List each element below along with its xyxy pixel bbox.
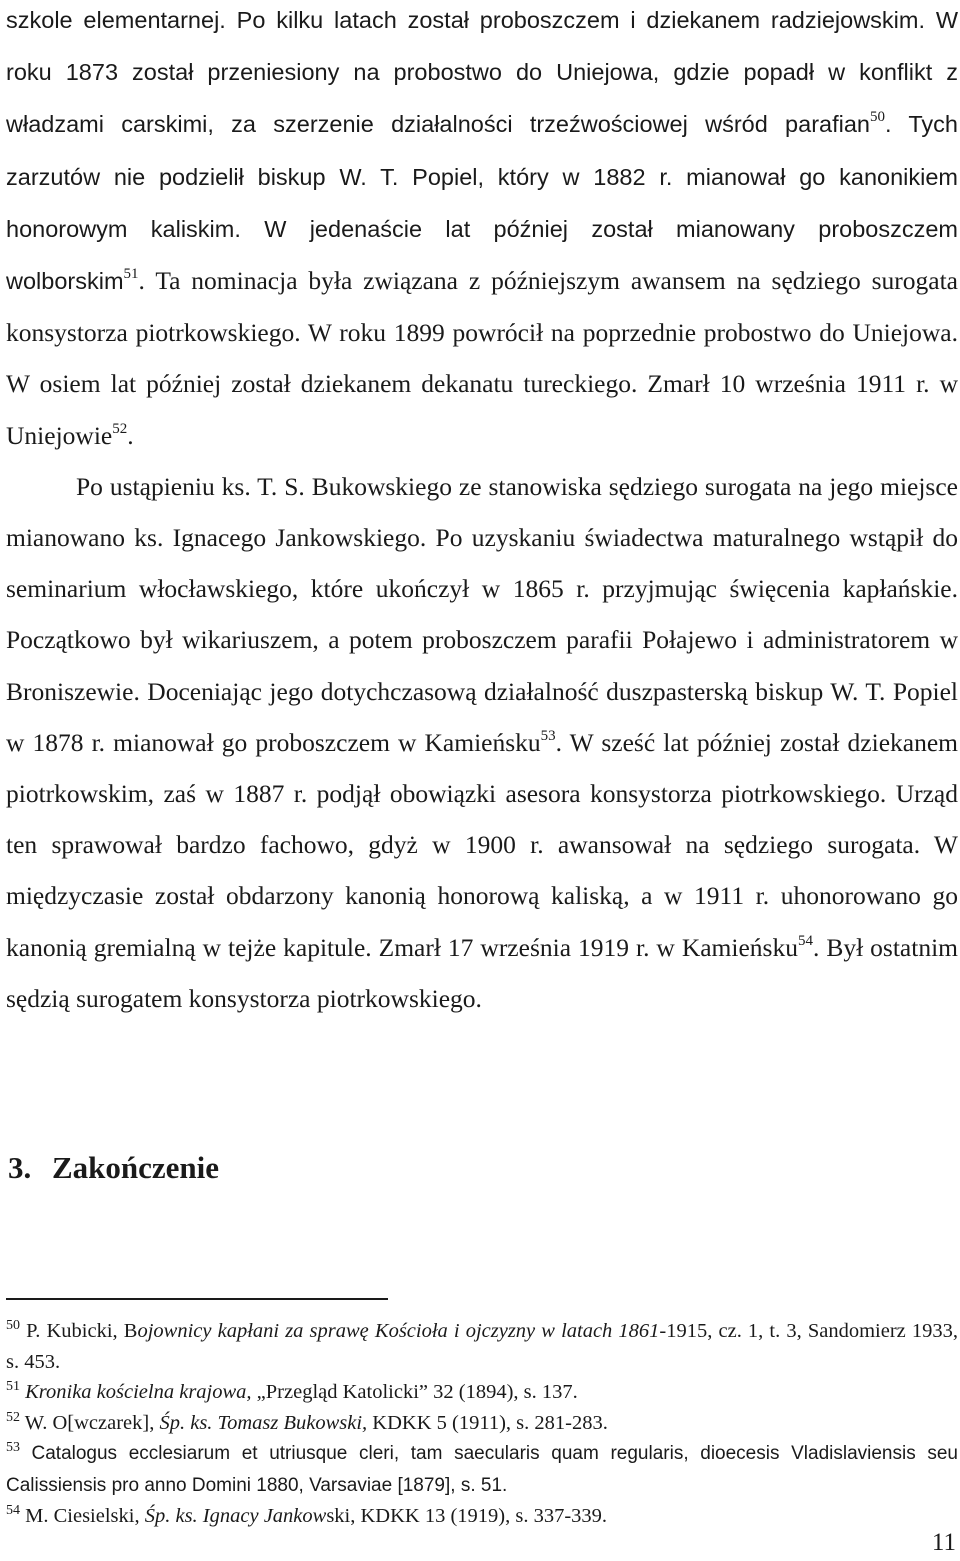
footnote-title: Kronika kościelna krajowa, bbox=[25, 1381, 252, 1403]
paragraph-2 bbox=[6, 461, 958, 1024]
footnote-ref-50: 50 bbox=[870, 109, 885, 126]
paragraph-1-part-1: szkole elementarnej. Po kilku latach został proboszczem i dziekanem radziejowskim. W roku 1873 został przeniesiony na probostwo do Uniejowa, gdzie popadł w konflikt z władzami carskimi, za szerzenie działalności trzeźwościowej wśród parafian bbox=[6, 7, 958, 138]
paragraph-1-part-4: . bbox=[127, 420, 134, 450]
footnote-separator bbox=[6, 1298, 388, 1300]
paragraph-1-part-2: . Tych zarzutów nie podzielił biskup W. T. Popiel, który w 1882 r. mianował go kanonikiem honorowym kaliskim. W jedenaście lat później został mianowany proboszczem wolborskim bbox=[6, 111, 958, 295]
footnote-number: 54 bbox=[6, 1503, 20, 1518]
body-text bbox=[6, 0, 958, 1024]
footnote-text: W. O[wczarek], bbox=[24, 1411, 160, 1434]
footnotes bbox=[6, 1316, 958, 1532]
footnote-title: ojownicy kapłani za sprawę Kościoła i ojczyzny w latach 1861 bbox=[137, 1320, 660, 1342]
footnote-text: KDKK 5 (1911), s. 281-283. bbox=[367, 1411, 608, 1434]
footnote-ref-54: 54 bbox=[797, 932, 813, 949]
paragraph-2-part-1: Po ustąpieniu ks. T. S. Bukowskiego ze stanowiska sędziego surogata na jego miejsce mianowano ks. Ignacego Jankowskiego. Po uzyskaniu świadectwa maturalnego wstąpił do seminarium włocławskiego, które ukończył w 1865 r. przyjmując święcenia kapłańskie. Początkowo był wikariuszem, a potem proboszczem parafii Połajewo i administratorem w Broniszewie. Doceniając jego dotychczasową działalność duszpasterską biskup W. T. Popiel w 1878 r. mianował go proboszczem w Kamieńsku bbox=[6, 471, 958, 757]
footnote-text: „Przegląd Katolicki” 32 (1894), s. 137. bbox=[251, 1381, 578, 1403]
footnote-text: P. Kubicki, B bbox=[26, 1320, 138, 1342]
footnote-53 bbox=[6, 1438, 958, 1501]
footnote-ref-52: 52 bbox=[112, 420, 128, 437]
footnote-text: M. Ciesielski, bbox=[25, 1505, 145, 1527]
paragraph-1 bbox=[6, 0, 958, 461]
footnote-50 bbox=[6, 1316, 958, 1377]
footnote-54 bbox=[6, 1501, 958, 1532]
footnote-title: Śp. ks. Tomasz Bukowski, bbox=[159, 1411, 368, 1434]
paragraph-2-part-3: . Był ostatnim sędzią surogatem konsystorza piotrkowskiego. bbox=[6, 932, 958, 1013]
footnote-text: ski, KDKK 13 (1919), s. 337-339. bbox=[326, 1505, 608, 1527]
paragraph-2-part-2: . W sześć lat później został dziekanem piotrkowskim, zaś w 1887 r. podjął obowiązki asesora konsystorza piotrkowskiego. Urząd ten sprawował bardzo fachowo, gdyż w 1900 r. awansował na sędziego surogata. W międzyczasie został obdarzony kanonią honorową kaliską, a w 1911 r. uhonorowano go kanonią gremialną w tejże kapitule. Zmarł 17 września 1919 r. w Kamieńsku bbox=[6, 727, 958, 962]
footnote-ref-51: 51 bbox=[123, 266, 139, 283]
footnote-51 bbox=[6, 1377, 958, 1408]
footnote-title: Śp. ks. Ignacy Jankow bbox=[144, 1505, 327, 1527]
section-number: 3. bbox=[8, 1150, 32, 1185]
footnote-text: -1915, cz. 1, t. 3, Sandomierz 1933, s. 453. bbox=[6, 1320, 959, 1373]
footnote-number: 50 bbox=[6, 1318, 20, 1333]
footnote-text: Catalogus ecclesiarum et utriusque cleri, tam saecularis quam regularis, dioecesis Vladislaviensis seu Calissiensis pro anno Domini 1880, Varsaviae [1879], s. 51. bbox=[6, 1443, 959, 1496]
footnote-number: 51 bbox=[6, 1379, 20, 1394]
paragraph-1-part-3: . Ta nominacja była związana z późniejszym awansem na sędziego surogata konsystorza piotrkowskiego. W roku 1899 powrócił na poprzednie probostwo do Uniejowa. W osiem lat później został dziekanem dekanatu tureckiego. Zmarł 10 września 1911 r. w Uniejowie bbox=[6, 266, 958, 450]
footnote-number: 53 bbox=[6, 1440, 20, 1455]
footnote-ref-53: 53 bbox=[540, 727, 556, 744]
footnote-number: 52 bbox=[6, 1409, 20, 1425]
footnote-52 bbox=[6, 1408, 958, 1439]
section-heading bbox=[8, 1150, 219, 1186]
section-title: Zakończenie bbox=[52, 1150, 220, 1185]
page-number: 11 bbox=[931, 1529, 956, 1556]
